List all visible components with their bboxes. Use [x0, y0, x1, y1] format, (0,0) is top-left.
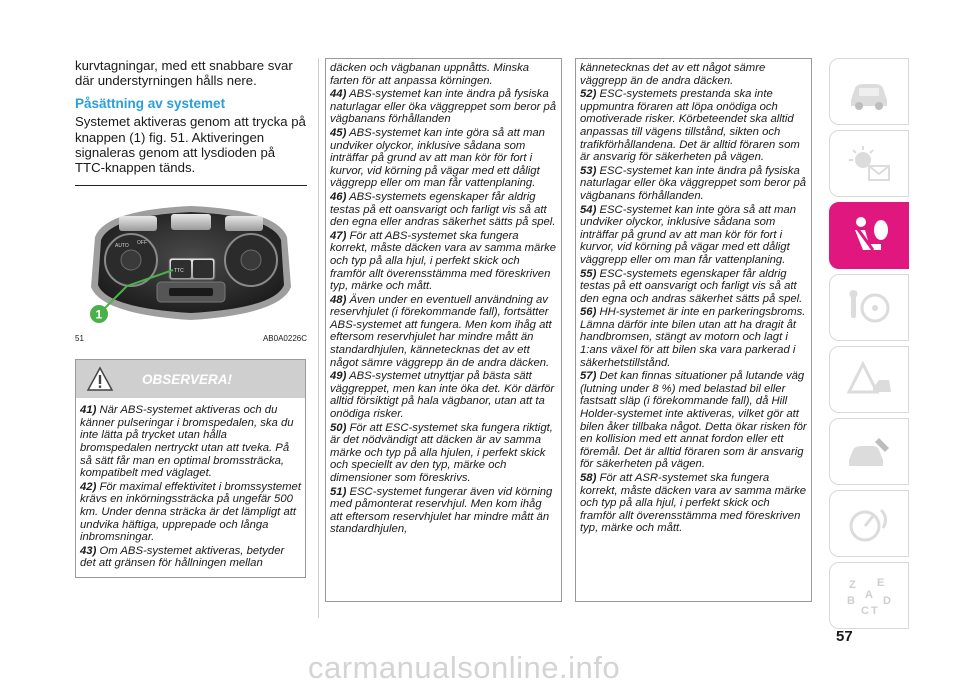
svg-text:Z: Z — [849, 578, 856, 591]
tab-warning-lights[interactable] — [829, 130, 909, 197]
figure-number: 51 — [75, 334, 84, 344]
figure-code: AB0A0226C — [262, 334, 307, 344]
notes-box-2 — [325, 58, 562, 602]
column-1 — [75, 58, 307, 578]
col2-intro: däcken och vägbanan uppnåtts. Minska farten för att anpassa körningen. — [330, 62, 530, 87]
note-58: 58) För att ASR-systemet ska fungera korrekt, måste däcken vara av samma märke och typ på alla hjul, i perfekt skick och framför allt överensstämma med föreskriven typ, märke och mått. — [580, 472, 807, 535]
note-42: 42) För maximal effektivitet i bromssystemet krävs en inkörningssträcka på ungefär 500 km. Under denna sträcka är det lämpligt att undvika häftiga, upprepade och långa inbromsningar. — [80, 480, 301, 544]
tab-dashboard[interactable] — [829, 58, 909, 125]
observera-box — [75, 359, 306, 578]
page-number: 57 — [836, 628, 853, 645]
control-panel-image — [75, 192, 307, 332]
note-41: 41) När ABS-systemet aktiveras och du känner pulseringar i bromspedalen, ska du inte lätta på trycket utan hålla bromspedalen nertryckt utan att tveka. På så sätt får man en optimal bromssträcka, kompatibelt med väglaget. — [80, 404, 294, 480]
observera-title: OBSERVERA! — [142, 371, 233, 387]
observera-header — [76, 360, 305, 398]
ttc-label: TTC — [174, 268, 184, 275]
svg-text:E: E — [877, 576, 885, 589]
note-45: 45) ABS-systemet kan inte göra så att man undviker olyckor, inklusive sådana som inträffar på grund av att man kör för fort i kurvor, vid körning på vägar med ett dåligt väggrepp eller om man får vattenplaning. — [330, 126, 545, 190]
tab-index[interactable] — [829, 562, 909, 629]
observera-body — [76, 398, 305, 577]
notes-box-3 — [575, 58, 812, 602]
steering-wheel-key-icon — [843, 286, 895, 330]
tab-emergency[interactable] — [829, 346, 909, 413]
figure-51 — [75, 192, 307, 332]
column-3 — [575, 58, 812, 602]
warning-triangle-icon — [86, 366, 114, 392]
note-56: 56) HH-systemet är inte en parkeringsbroms. Lämna därför inte bilen utan att ha dragit åt handbromsen, stängt av motorn och lagt i 1:ans växel för att bilen ska vara parkerad i säkerhetstillstånd. — [580, 306, 806, 369]
column-2 — [325, 58, 562, 602]
divider — [75, 185, 307, 186]
section-body: Systemet aktiveras genom att trycka på knappen (1) fig. 51. Aktiveringen signaleras genom att lysdioden på TTC-knappen tänds. — [75, 114, 306, 176]
gauge-service-icon — [843, 502, 895, 546]
note-46: 46) ABS-systemets egenskaper får aldrig testas på ett oansvarigt och farligt vis så att den egna eller andras säkerhet sätts på spel. — [330, 190, 556, 229]
car-wrench-icon — [843, 430, 895, 474]
note-49: 49) ABS-systemet utnyttjar på bästa sätt väggreppet, men kan inte öka det. Kör därför alltid försiktigt på hala vägbanor, utan att ta onödiga risker. — [330, 370, 555, 421]
alphabet-index-icon — [843, 574, 895, 618]
car-dashboard-icon — [843, 70, 895, 114]
note-50: 50) För att ESC-systemet ska fungera riktigt, är det nödvändigt att däcken är av samma märke och typ på alla hjulen, i perfekt skick och speciellt av den typ, märke och dimensioner som föreskrivs. — [330, 421, 553, 484]
note-51: 51) ESC-systemet fungerar även vid körning med påmonterat reservhjul. Men kom ihåg att eftersom reservhjulet har mindre mått än standardhjulen, — [330, 485, 553, 536]
callout-1-label: 1 — [95, 307, 103, 322]
watermark: carmanualsonline.info — [308, 650, 621, 685]
auto-label: AUTO — [115, 243, 129, 250]
column-divider — [318, 58, 319, 618]
figure-caption — [75, 334, 307, 343]
tab-maintenance[interactable] — [829, 418, 909, 485]
note-57: 57) Det kan finnas situationer på lutande väg (lutning under 8 %) med belastad bil eller fastsatt släp (i förekommande fall), då Hill Holder-systemet inte aktiveras, vilket gör att bilen åker tillbaka något. Detta ökar risken för en kollision med ett annat fordon eller ett föremål. Det är alltid föraren som är ansvarig för säkerheten på vägen. — [580, 370, 807, 471]
tab-starting-driving[interactable] — [829, 274, 909, 341]
note-44: 44) ABS-systemet kan inte ändra på fysiska naturlagar eller öka väggreppet som beror på vägbanans förhållanden — [330, 88, 557, 126]
sun-warning-light-icon — [843, 142, 895, 186]
note-55: 55) ESC-systemets egenskaper får aldrig testas på ett oansvarigt och farligt vis så att den egna och andras säkerhet sätts på spel. — [580, 267, 803, 305]
section-heading: Påsättning av systemet — [75, 96, 226, 112]
off-label: OFF — [137, 240, 147, 247]
svg-text:C: C — [861, 604, 869, 617]
tab-technical-data[interactable] — [829, 490, 909, 557]
tab-safety[interactable] — [829, 202, 909, 269]
seat-airbag-icon — [843, 214, 895, 258]
note-47: 47) För att ABS-systemet ska fungera korrekt, måste däcken vara av samma märke och typ på alla hjul, i perfekt skick och framför allt överensstämma med föreskriven typ, märke och mått. — [330, 229, 557, 293]
svg-text:D: D — [883, 594, 891, 607]
chapter-tabs — [829, 58, 909, 634]
svg-text:A: A — [865, 588, 873, 601]
note-48: 48) Även under en eventuell användning av reservhjulet (i förekommande fall), fortsätter ABS-systemet att fungera. Men kom ihåg att eftersom reservhjulet har mindre mått än standardhjulen, kännetecknas det av ett något sämre väggrepp än de andra däcken. — [330, 293, 552, 369]
note-52: 52) ESC-systemets prestanda ska inte uppmuntra föraren att löpa onödiga och omotiverade risker. Körbeteendet ska alltid anpassas till vägens tillstånd, sikten och trafikförhållandena. Det är alltid föraren som är ansvarig för säkerheten på vägen. — [580, 88, 800, 164]
svg-text:B: B — [847, 594, 855, 607]
warning-triangle-car-icon — [843, 358, 895, 402]
svg-text:T: T — [871, 604, 878, 617]
intro-text: kurvtagningar, med ett snabbare svar där understyrningen hålls nere. — [75, 58, 293, 89]
note-53: 53) ESC-systemet kan inte ändra på fysiska naturlagar eller öka väggreppet som beror på vägbanans förhållanden. — [580, 164, 807, 202]
col3-intro: kännetecknas det av ett något sämre väggrepp än de andra däcken. — [580, 62, 766, 87]
note-54: 54) ESC-systemet kan inte göra så att man undviker olyckor, inklusive sådana som inträffar på grund av att man kör för fort i kurvor, vid körning på vägar med ett dåligt väggrepp eller om man får vattenplaning. — [580, 203, 796, 266]
note-43: 43) Om ABS-systemet aktiveras, betyder det att gränsen för hållningen mellan — [80, 544, 285, 570]
